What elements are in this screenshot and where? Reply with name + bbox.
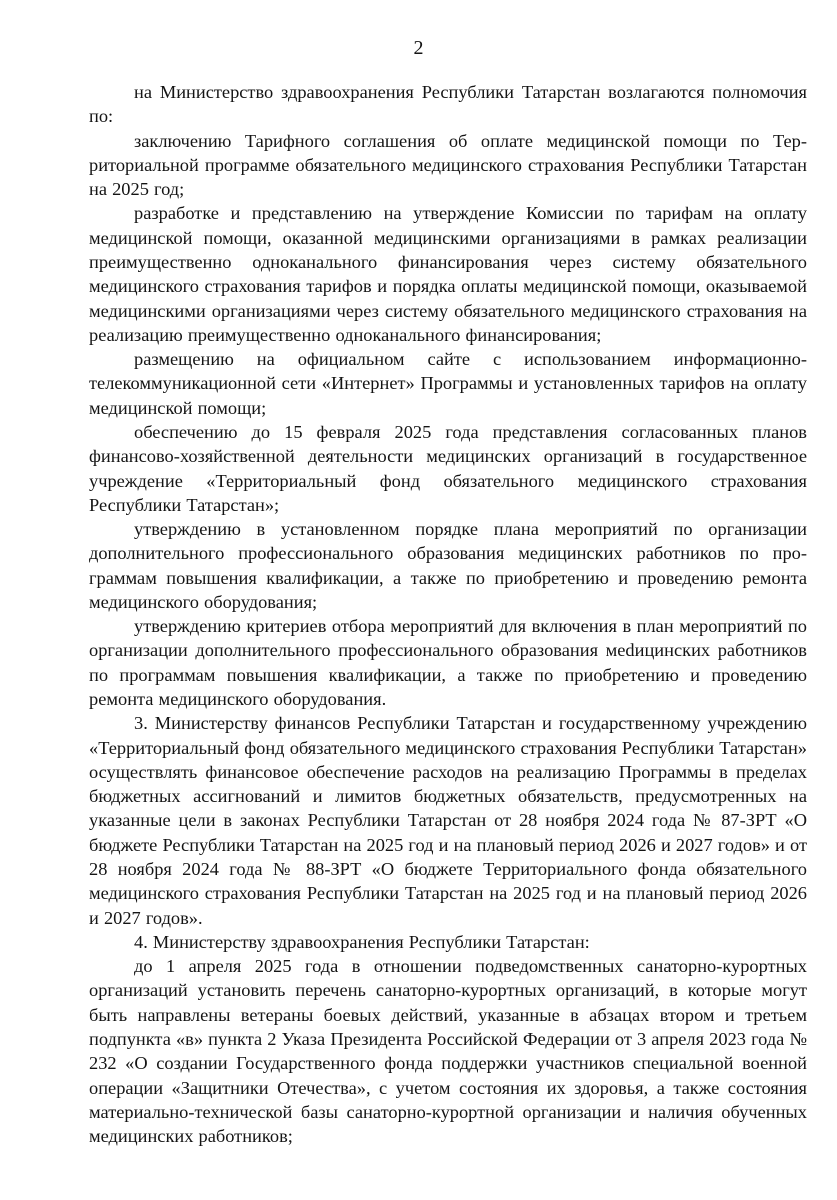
paragraph-financial-plans: обеспечению до 15 февраля 2025 года представления согласованных планов финансово-хозяйственной деятельности медицинских организаций в государственное учреждение «Территориальный фонд обязательного медицинского страхования Республики Татарстан»; xyxy=(89,421,807,515)
paragraph-tariff-agreement: заключению Тарифного соглашения об оплате медицинской помощи по Территориальной программе обязательного медицинского страхования Республики Татарстан на 2025 год; xyxy=(89,130,807,200)
paragraph-training-plan: утверждению в установленном порядке плана мероприятий по организации дополнительного профессионального образования медицинских работников по программам повышения квалификации, а также по приобретению и проведению ремонта медицинского оборудования; xyxy=(89,519,807,612)
paragraph-ministry-powers-intro: на Министерство здравоохранения Республики Татарстан возлагаются полномочия по: xyxy=(89,82,807,127)
paragraph-item-4-heading: 4. Министерству здравоохранения Республики Татарстан: xyxy=(134,931,590,952)
page-number: 2 xyxy=(413,37,424,59)
paragraph-website-publication: размещению на официальном сайте с использованием информационно-телекоммуникационной сети «Интернет» Программы и установленных тарифов на оплату медицинской помощи; xyxy=(89,349,807,418)
paragraph-selection-criteria: утверждению критериев отбора мероприятий для включения в план мероприятий по организации дополнительного профессионального образования меdицинских работников по программам повышения квалификации, а также по приобретению и проведению ремонта медицинского оборудования. xyxy=(89,616,807,710)
paragraph-tariff-development: разработке и представлению на утверждение Комиссии по тарифам на оплату медицинской помощи, оказанной медицинскими организациями в рамках реализации преимущественно одноканального финансирования через систему обязательного медицинского страхования тарифов и порядка оплаты медицинской помощи, оказываемой медицинскими организациями через систему обязательного медицинского страхования на реализацию преимущественно одноканального финансирования; xyxy=(89,203,807,345)
paragraph-item-3-financing: 3. Министерству финансов Республики Татарстан и государственному учреждению «Территориальный фонд обязательного медицинского страхования Республики Татарстан» осуществлять финансовое обеспечение расходов на реализацию Программы в пределах бюджетных ассигнований и лимитов бюджетных обязательств, предусмотренных на указанные цели в законах Республики Татарстан от 28 ноября 2024 года № 87-ЗРТ «О бюджете Республики Татарстан на 2025 год и на плановый период 2026 и 2027 годов» и от 28 ноября 2024 года № 88-ЗРТ «О бюджете Территориального фонда обязательного медицинского страхования Республики Татарстан на 2025 год и на плановый период 2026 и 2027 годов». xyxy=(89,713,807,928)
document-body xyxy=(89,80,807,1148)
paragraph-sanatorium-list: до 1 апреля 2025 года в отношении подведомственных санаторно-курортных организаций установить перечень санаторно-курортных организаций, в которые могут быть направлены ветераны боевых действий, указанные в абзацах втором и третьем подпункта «в» пункта 2 Указа Президента Российской Федерации от 3 апреля 2023 года № 232 «О создании Государственного фонда поддержки участников специальной военной операции «Защитники Отечества», с учетом состояния их здоровья, а также состояния материально-технической базы санаторно-курортной организации и наличия обученных медицинских работников; xyxy=(89,956,807,1147)
